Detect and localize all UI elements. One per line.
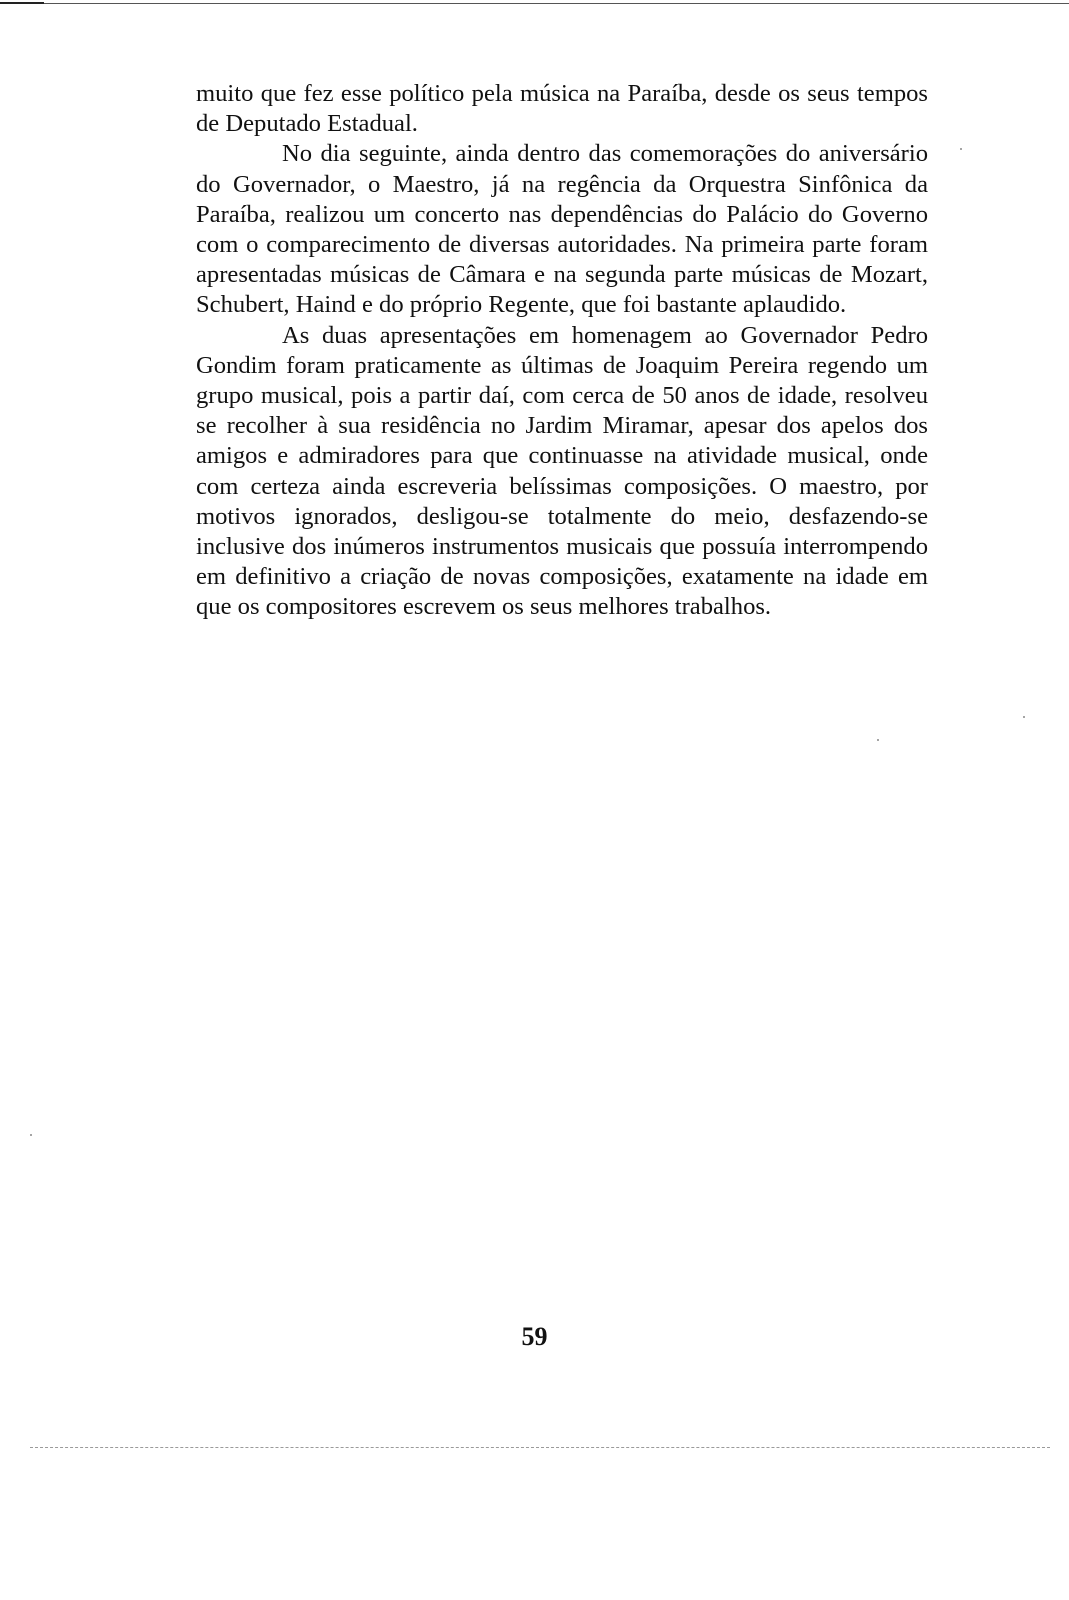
top-edge-rule — [0, 3, 1069, 4]
paragraph-retirement: As duas apresentações em homenagem ao Governador Pedro Gondim foram praticamente as últimas de Joaquim Pereira regendo um grupo musical, pois a partir daí, com cerca de 50 anos de idade, resolveu se recolher à sua residência no Jardim Miramar, apesar dos apelos dos amigos e admiradores para que continuasse na atividade musical, onde com certeza ainda escreveria belíssimas composições. O maestro, por motivos ignorados, desligou-se totalmente do meio, desfazendo-se inclusive dos inúmeros instrumentos musicais que possuía interrompendo em definitivo a criação de novas composições, exatamente na idade em que os compositores escrevem os seus melhores trabalhos. — [196, 321, 928, 621]
body-text — [196, 79, 928, 623]
bottom-edge-rule — [30, 1447, 1050, 1448]
scan-speck — [877, 739, 879, 741]
top-edge-mark — [0, 2, 44, 4]
paragraph-concert: No dia seguinte, ainda dentro das comemorações do aniversário do Governador, o Maestro, já na regência da Orquestra Sinfônica da Paraíba, realizou um concerto nas dependências do Palácio do Governo com o comparecimento de diversas autoridades. Na primeira parte foram apresentadas músicas de Câmara e na segunda parte músicas de Mozart, Schubert, Haind e do próprio Regente, que foi bastante aplaudido. — [196, 140, 928, 319]
paragraph-continuation: muito que fez esse político pela música na Paraíba, desde os seus tempos de Deputado Estadual. — [196, 80, 928, 138]
scan-speck — [1023, 716, 1025, 718]
scan-speck — [960, 148, 962, 150]
page-number: 59 — [521, 1322, 548, 1351]
scan-speck — [30, 1134, 32, 1136]
